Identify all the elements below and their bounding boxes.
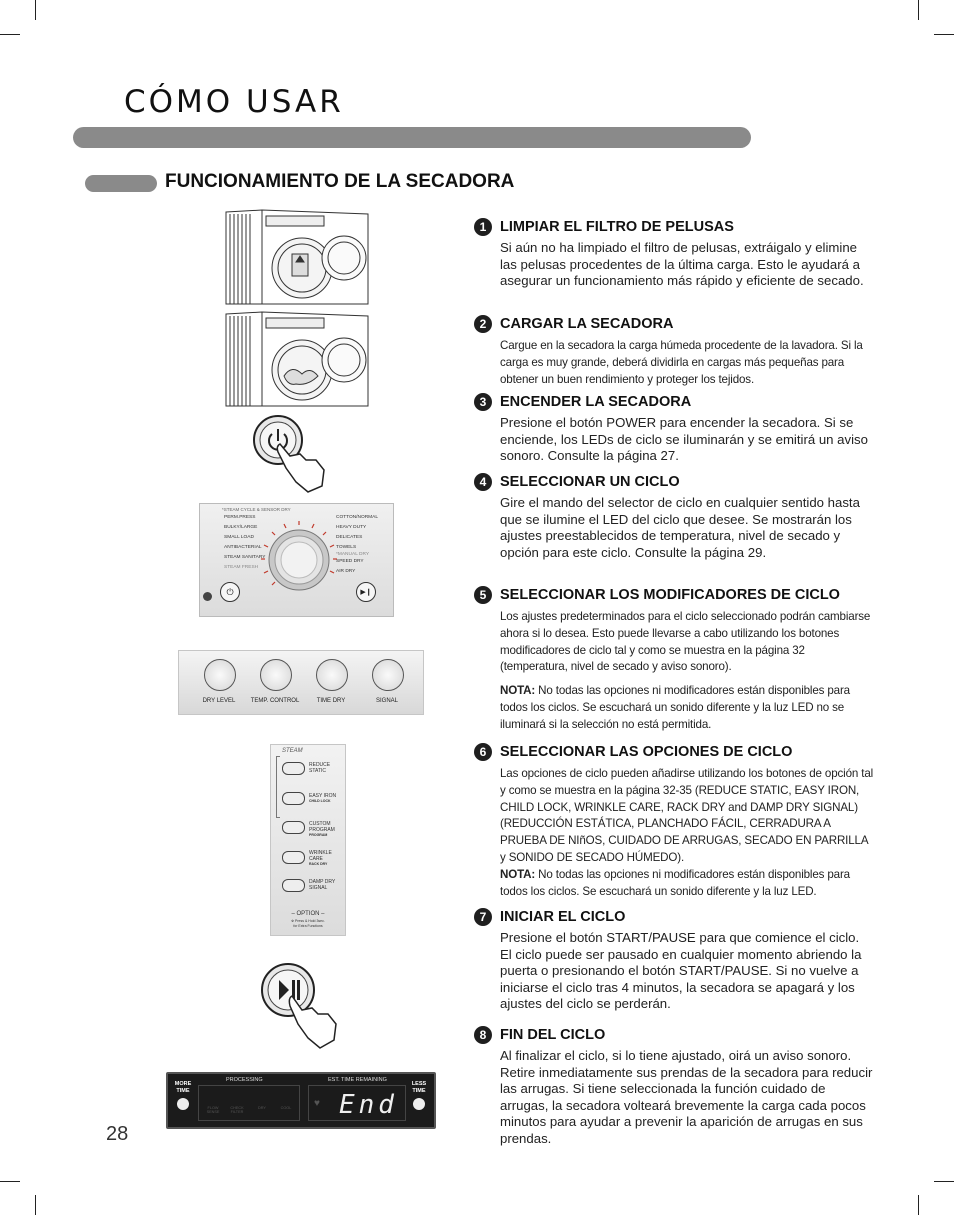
- step-text: Gire el mando del selector de ciclo en cualquier sentido hasta que se ilumine el LED del ciclo que desee. Se mostrarán los ajustes preestablecidos de temperatura, nivel de secado y opción para este ciclo. Consulte la página 29.: [500, 495, 860, 560]
- status-label: FLOW SENSE: [206, 1106, 220, 1114]
- more-time-button[interactable]: [172, 1081, 194, 1095]
- start-pause-button[interactable]: [356, 582, 376, 602]
- steam-bracket: [276, 756, 280, 818]
- step-header: [474, 585, 874, 605]
- time-readout: End: [339, 1090, 398, 1120]
- cycle-label: HEAVY DUTY: [336, 525, 367, 530]
- cycle-label: COTTON/NORMAL: [336, 515, 379, 520]
- option-label: CUSTOM: [309, 821, 331, 827]
- reduce-static-button[interactable]: [282, 762, 305, 775]
- dryer-lint-filter-illustration: [222, 208, 372, 306]
- step-8: [474, 1025, 874, 1148]
- step-text: Presione el botón POWER para encender la secadora. Si se enciende, los LEDs de ciclo se iluminarán y se emitirá un aviso sonoro. Consulte la página 27.: [500, 415, 868, 464]
- less-time-button[interactable]: [408, 1081, 430, 1095]
- dryer-load-illustration: [222, 310, 372, 408]
- start-pause-illustration: [258, 960, 348, 1052]
- crop-mark: [0, 34, 20, 35]
- step-title: SELECCIONAR LOS MODIFICADORES DE CICLO: [500, 587, 840, 603]
- step-note: [500, 683, 874, 733]
- page-number: 28: [106, 1123, 129, 1145]
- step-number: 1: [474, 218, 492, 236]
- option-label: WRINKLE: [309, 850, 332, 856]
- cycle-label: SPEED DRY: [336, 559, 364, 564]
- cycle-label: STEAM SANITARY: [224, 555, 266, 560]
- step-2: [474, 314, 874, 388]
- step-number: 2: [474, 315, 492, 333]
- step-title: SELECCIONAR LAS OPCIONES DE CICLO: [500, 744, 793, 760]
- easy-iron-button[interactable]: [282, 792, 305, 805]
- crop-mark: [934, 34, 954, 35]
- step-text: Presione el botón START/PAUSE para que comience el ciclo. El ciclo puede ser pausado en cualquier momento abriendo la puerta o presionando el botón START/PAUSE. Si no vuelve a iniciarse el ciclo tras 4 minutos, la secadora se apagará y los ajustes del ciclo se perderán.: [500, 930, 862, 1012]
- cycle-selector-panel: [199, 503, 394, 617]
- step-number: 5: [474, 586, 492, 604]
- step-title: SELECCIONAR UN CICLO: [500, 474, 680, 490]
- dry-level-button[interactable]: [204, 659, 236, 691]
- display-panel: [166, 1072, 436, 1129]
- section-pill: [85, 175, 157, 192]
- more-time-label: TIME: [176, 1088, 190, 1094]
- power-icon: ⏻: [226, 586, 234, 597]
- processing-area: [198, 1085, 300, 1121]
- step-header: [474, 907, 874, 927]
- note-text: No todas las opciones ni modificadores están disponibles para todos los ciclos. Se escuchará un sonido diferente y la luz LED.: [500, 867, 850, 898]
- option-label: REDUCE: [309, 762, 331, 768]
- cycle-label: SMALL LOAD: [224, 535, 254, 540]
- step-note: [500, 867, 874, 901]
- modifier-label: TEMP. CONTROL: [250, 698, 300, 704]
- step-number: 4: [474, 473, 492, 491]
- custom-program-button[interactable]: [282, 821, 305, 834]
- status-label: COOL: [280, 1106, 292, 1110]
- cycle-label: PERM.PRESS: [224, 515, 256, 520]
- lg-logo-icon: [203, 592, 212, 601]
- step-number: 6: [474, 743, 492, 761]
- step-6: [474, 742, 874, 900]
- page-title: CÓMO USAR: [124, 84, 344, 120]
- step-header: [474, 217, 874, 237]
- est-time-label: EST. TIME REMAINING: [328, 1077, 387, 1083]
- less-time-label: LESS: [411, 1081, 427, 1087]
- cycle-knob[interactable]: [258, 518, 340, 600]
- cycle-panel-note: *STEAM CYCLE & SENSOR DRY: [222, 507, 291, 512]
- step-header: [474, 392, 874, 412]
- step-7: [474, 907, 874, 1013]
- step-text: Si aún no ha limpiado el filtro de pelusas, extráigalo y elimine las pelusas procedentes de la última carga. Esto le ayudará a asegurar un funcionamiento más rápido y eficiente de secado.: [500, 240, 864, 289]
- step-title: INICIAR EL CICLO: [500, 909, 626, 925]
- option-label: DAMP DRY: [309, 879, 336, 885]
- cycle-label: STEAM FRESH: [224, 565, 259, 570]
- power-button-illustration: [250, 410, 340, 496]
- play-pause-icon: ▶❙: [360, 589, 372, 596]
- title-bar: [73, 127, 751, 148]
- note-text: No todas las opciones ni modificadores están disponibles para todos los ciclos. Se escuchará un sonido diferente y la luz LED no se iluminará si la selección no está permitida.: [500, 684, 850, 731]
- option-label: CARE: [309, 856, 323, 862]
- less-time-label: TIME: [412, 1088, 426, 1094]
- note-label: NOTA:: [500, 867, 536, 881]
- step-header: [474, 742, 874, 762]
- step-number: 8: [474, 1026, 492, 1044]
- option-panel: [270, 744, 346, 936]
- cycle-label: *MANUAL DRY: [336, 552, 370, 557]
- modifier-panel: [178, 650, 424, 715]
- option-sub-label: PROGRAM: [309, 833, 328, 837]
- step-text: Cargue en la secadora la carga húmeda procedente de la lavadora. Si la carga es muy grande, deberá dividirla en cargas más pequeñas para obtener un buen rendimiento y proteger los tejidos.: [500, 339, 863, 386]
- cycle-label: TOWELS: [336, 545, 357, 550]
- step-text: Los ajustes predeterminados para el ciclo seleccionado podrán cambiarse ahora si lo desea. Esto puede llevarse a cabo utilizando los botones modificadores de ciclo tal y como se muestra en la página 32 (temperatura, nivel de secado y aviso sonoro).: [500, 610, 871, 674]
- steam-label: STEAM: [282, 748, 303, 754]
- power-button[interactable]: [220, 582, 240, 602]
- step-number: 3: [474, 393, 492, 411]
- step-5: [474, 585, 874, 734]
- step-title: ENCENDER LA SECADORA: [500, 394, 692, 410]
- option-label: PROGRAM: [309, 827, 335, 833]
- step-title: FIN DEL CICLO: [500, 1027, 606, 1043]
- cycle-label: BULKY/LARGE: [224, 525, 258, 530]
- step-header: [474, 314, 874, 334]
- cycle-label: DELICATES: [336, 535, 363, 540]
- crop-mark: [35, 1195, 36, 1215]
- damp-dry-signal-button[interactable]: [282, 879, 305, 892]
- option-sub-label: RACK DRY: [309, 862, 328, 866]
- modifier-label: SIGNAL: [375, 698, 398, 704]
- cycle-list-right: [336, 515, 392, 579]
- option-footer: – OPTION –: [291, 911, 325, 917]
- status-label: CHECK FILTER: [230, 1106, 244, 1114]
- option-label: STATIC: [309, 768, 327, 774]
- signal-button[interactable]: [372, 659, 404, 691]
- processing-label: PROCESSING: [226, 1077, 263, 1083]
- status-label: DRY: [258, 1106, 266, 1110]
- note-label: NOTA:: [500, 684, 536, 698]
- crop-mark: [934, 1181, 954, 1182]
- option-label: SIGNAL: [309, 885, 328, 891]
- wrinkle-care-button[interactable]: [282, 851, 305, 864]
- option-footer-label: OPTION: [296, 911, 320, 917]
- step-4: [474, 472, 874, 561]
- less-time-indicator: [413, 1098, 425, 1110]
- more-time-indicator: [177, 1098, 189, 1110]
- crop-mark: [918, 1195, 919, 1215]
- cycle-label: AIR DRY: [336, 569, 356, 574]
- step-number: 7: [474, 908, 492, 926]
- crop-mark: [0, 1181, 20, 1182]
- time-dry-button[interactable]: [316, 659, 348, 691]
- step-title: CARGAR LA SECADORA: [500, 316, 674, 332]
- crop-mark: [918, 0, 919, 20]
- modifier-label: DRY LEVEL: [202, 698, 236, 704]
- option-footer-note: ※ Press & Hold 3sec.: [291, 919, 325, 923]
- modifier-label: TIME DRY: [316, 698, 346, 704]
- section-title: FUNCIONAMIENTO DE LA SECADORA: [165, 171, 515, 192]
- crop-mark: [35, 0, 36, 20]
- option-sub-label: CHILD LOCK: [309, 799, 331, 803]
- step-1: [474, 217, 874, 290]
- more-time-label: MORE: [174, 1081, 192, 1087]
- heart-icon: ♥: [314, 1098, 320, 1109]
- option-label: EASY IRON: [309, 793, 337, 799]
- step-3: [474, 392, 874, 465]
- step-text: Al finalizar el ciclo, si lo tiene ajustado, oirá un aviso sonoro. Retire inmediatamente sus prendas de la secadora para reducir las arrugas. Si tiene seleccionada la función cuidado de arrugas, la secadora volteará brevemente la carga cada pocos minutos para ayudar a prevenir la aparición de arrugas en sus prendas.: [500, 1048, 873, 1146]
- step-text: Las opciones de ciclo pueden añadirse utilizando los botones de opción tal y como se muestra en la página 32-35 (REDUCE STATIC, EASY IRON, CHILD LOCK, WRINKLE CARE, RACK DRY and DAMP DRY SIGNAL) (REDUCCIÓN ESTÁTICA, PLANCHADO FÁCIL, CERRADURA A PRUEBA DE NIñOS, CUIDADO DE ARRUGAS, SECADO EN PARRILLA y SONIDO DE SECADO HÚMEDO).: [500, 767, 874, 864]
- step-header: [474, 472, 874, 492]
- cycle-label: ANTIBACTERIAL: [224, 545, 262, 550]
- time-readout-area: [308, 1085, 406, 1121]
- option-footer-note: for Extra Functions: [293, 924, 323, 928]
- step-title: LIMPIAR EL FILTRO DE PELUSAS: [500, 219, 734, 235]
- temp-control-button[interactable]: [260, 659, 292, 691]
- step-header: [474, 1025, 874, 1045]
